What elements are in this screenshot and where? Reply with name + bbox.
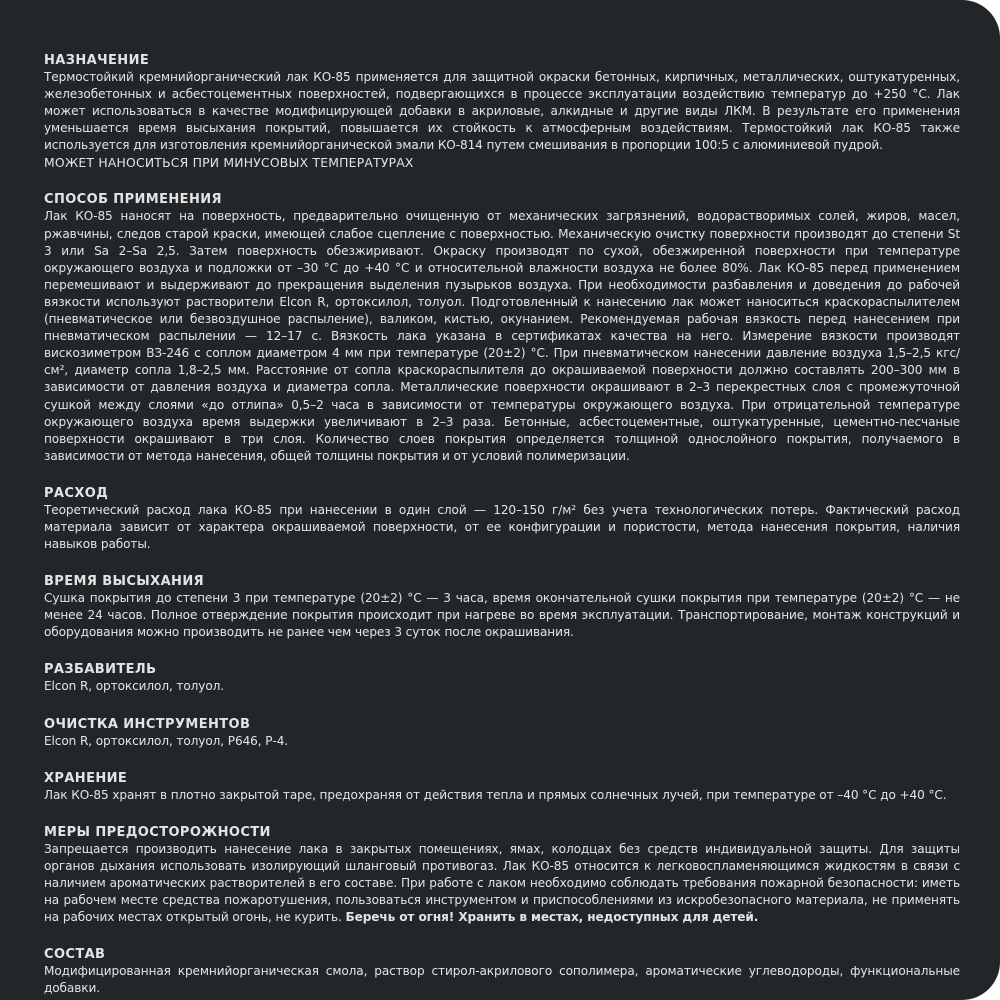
section-text: Термостойкий кремнийорганический лак КО-85 применяется для защитной окраски бетонных, кирпичных, металлических, оштукатуренных, железобетонных и асбестоцементных поверхностей, подвергающихся в процессе эксплуатации воздействию температур до +250 °С. Лак может использоваться в качестве модифицирующей добавки в акриловые, алкидные и другие виды ЛКМ. В результате его применения уменьшается время высыхания покрытий, повышается их стойкость к атмосферным воздействиям. Термостойкий лак КО-85 также используется для изготовления кремнийорганической эмали КО-814 путем смешивания в пропорции 100:5 с алюминиевой пудрой.	[44, 70, 960, 153]
section-heading: СОСТАВ	[44, 947, 106, 963]
section-heading: МЕРЫ ПРЕДОСТОРОЖНОСТИ	[44, 824, 271, 840]
section-text: Лак КО-85 хранят в плотно закрытой таре, предохраняя от действия тепла и прямых солнечных лучей, при температуре от –40 °С до +40 °С.	[44, 787, 947, 802]
section-text: Лак КО-85 наносят на поверхность, предварительно очищенную от механических загрязнений, водорастворимых солей, жиров, масел, ржавчины, следов старой краски, имеющей слабое сцепление с поверхностью. Механическую очистку поверхности производят до степени St 3 или Sa 2–Sa 2,5. Затем поверхность обезжиривают. Окраску производят по сухой, обезжиренной поверхности при температуре окружающего воздуха и подложки от –30 °С до +40 °С и относительной влажности воздуха не более 80%. Лак КО-85 перед применением перемешивают и выдерживают до прекращения выделения пузырьков воздуха. При необходимости разбавления и доведения до рабочей вязкости используют растворители Elcon R, ортоксилол, толуол. Подготовленный к нанесению лак может наноситься краскораспылителем (пневматическое или безвоздушное распыление), валиком, кистью, окунанием. Рекомендуемая рабочая вязкость перед нанесением при пневматическом распылении — 12–17 с. Вязкость лака указана в сертификатах качества на него. Измерение вязкости производят вискозиметром ВЗ-246 с соплом диаметром 4 мм при температуре (20±2) °С. При пневматическом нанесении давление воздуха 1,5–2,5 кгс/см², диаметр сопла 1,8–2,5 мм. Расстояние от сопла краскораспылителя до окрашиваемой поверхности должно составлять 200–300 мм в зависимости от давления воздуха и диаметра сопла. Металлические поверхности окрашивают в 2–3 перекрестных слоя с промежуточной сушкой между слоями «до отлипа» 0,5–2 часа в зависимости от температуры окружающего воздуха. При отрицательной температуре окружающего воздуха время выдержки увеличивают в 2–3 раза. Бетонные, асбестоцементные, оштукатуренные, цементно-песчаные поверхности окрашивают в три слоя. Количество слоев покрытия определяется толщиной однослойного покрытия, получаемого в зависимости от метода нанесения, общей толщины покрытия и от условий полимеризации.	[44, 209, 960, 463]
section-heading: РАЗБАВИТЕЛЬ	[44, 662, 157, 678]
section-storage	[44, 770, 960, 804]
section-purpose	[44, 52, 960, 171]
section-text: Сушка покрытия до степени 3 при температуре (20±2) °С — 3 часа, время окончательной сушки покрытия при температуре (20±2) °С — не менее 24 часов. Полное отверждение покрытия происходит при нагреве во время эксплуатации. Транспортирование, монтаж конструкций и оборудования можно производить не ранее чем через 3 суток после окрашивания.	[44, 591, 960, 640]
precautions-text: Запрещается производить нанесение лака в закрытых помещениях, ямах, колодцах без средств индивидуальной защиты. Для защиты органов дыхания использовать изолирующий шланговый противогаз. Лак КО-85 относится к легковоспламеняющимся жидкостям в связи с наличием ароматических растворителей в его составе. При работе с лаком необходимо соблюдать требования пожарной безопасности: иметь на рабочем месте средства пожаротушения, пользоваться инструментом и приспособлениями из искробезопасного материала, не применять на рабочих местах открытый огонь, не курить.	[44, 841, 960, 925]
section-text: Теоретический расход лака КО-85 при нанесении в один слой — 120–150 г/м² без учета технологических потерь. Фактический расход материала зависит от характера окрашиваемой поверхности, от ее конфигурации и пористости, метода нанесения покрытия, наличия навыков работы.	[44, 502, 960, 552]
section-consumption	[44, 485, 960, 553]
section-text: Elcon R, ортоксилол, толуол, Р646, Р-4.	[44, 733, 289, 748]
fire-warning: Беречь от огня! Хранить в местах, недоступных для детей.	[345, 910, 759, 925]
section-heading: ХРАНЕНИЕ	[44, 770, 128, 786]
section-composition	[44, 946, 960, 997]
section-text	[44, 841, 960, 926]
section-thinner	[44, 661, 960, 695]
section-heading: ОЧИСТКА ИНСТРУМЕНТОВ	[44, 716, 251, 732]
section-note: МОЖЕТ НАНОСИТЬСЯ ПРИ МИНУСОВЫХ ТЕМПЕРАТУРАХ	[44, 155, 414, 171]
section-text: Elcon R, ортоксилол, толуол.	[44, 679, 225, 694]
section-tool-cleaning	[44, 716, 960, 750]
section-heading: ВРЕМЯ ВЫСЫХАНИЯ	[44, 574, 205, 590]
section-application	[44, 191, 960, 464]
section-drying-time	[44, 573, 960, 641]
section-text: Модифицированная кремнийорганическая смола, раствор стирол-акрилового сополимера, ароматические углеводороды, функциональные добавки.	[44, 964, 960, 996]
section-heading: РАСХОД	[44, 485, 109, 501]
section-heading: СПОСОБ ПРИМЕНЕНИЯ	[44, 192, 222, 208]
section-precautions	[44, 824, 960, 926]
section-heading: НАЗНАЧЕНИЕ	[44, 53, 150, 68]
